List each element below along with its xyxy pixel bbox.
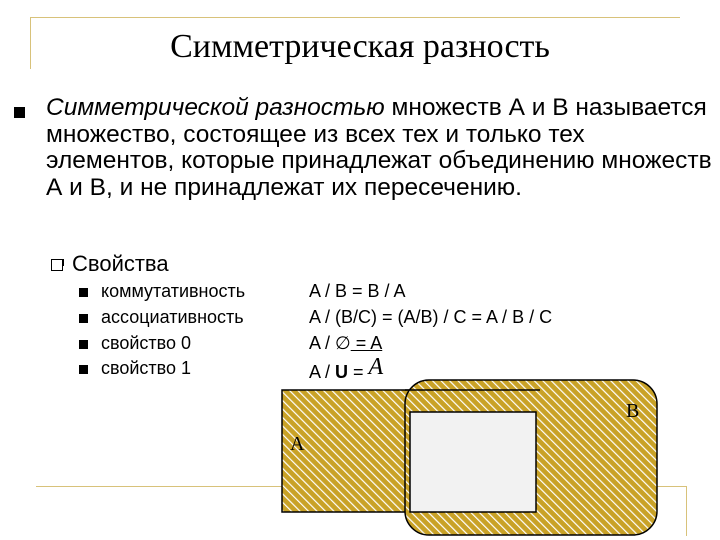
empty-set-symbol: ∅ <box>335 333 351 353</box>
definition-body: множеств А и В называется множество, состоящее из всех тех и только тех элементов, которые принадлежат объединению множеств А и В, и не принадлежат их пересечению. <box>46 94 712 201</box>
set-b-label: B <box>626 400 640 422</box>
property-name: свойство 0 <box>101 333 192 353</box>
formula-right: = A <box>350 333 383 353</box>
slide-title: Симметрическая разность <box>170 28 550 65</box>
formula-left: A / <box>309 362 336 382</box>
definition-term: Симметрической разностью <box>46 94 385 121</box>
set-a-label: A <box>290 433 305 455</box>
property-name: коммутативность <box>101 281 246 301</box>
property-formula: A / (B/C) = (A/B) / C = A / B / C <box>309 307 553 327</box>
property-formula: A / B = B / A <box>309 281 406 301</box>
intersection-region <box>410 412 536 512</box>
formula-equals: = <box>348 362 369 382</box>
complement-a: A <box>368 354 384 380</box>
formula-left: A / <box>309 333 336 353</box>
property-name: свойство 1 <box>101 358 192 378</box>
universe-symbol: U <box>335 362 349 382</box>
properties-heading: Свойства <box>72 251 169 276</box>
property-name: ассоциативность <box>101 307 244 327</box>
